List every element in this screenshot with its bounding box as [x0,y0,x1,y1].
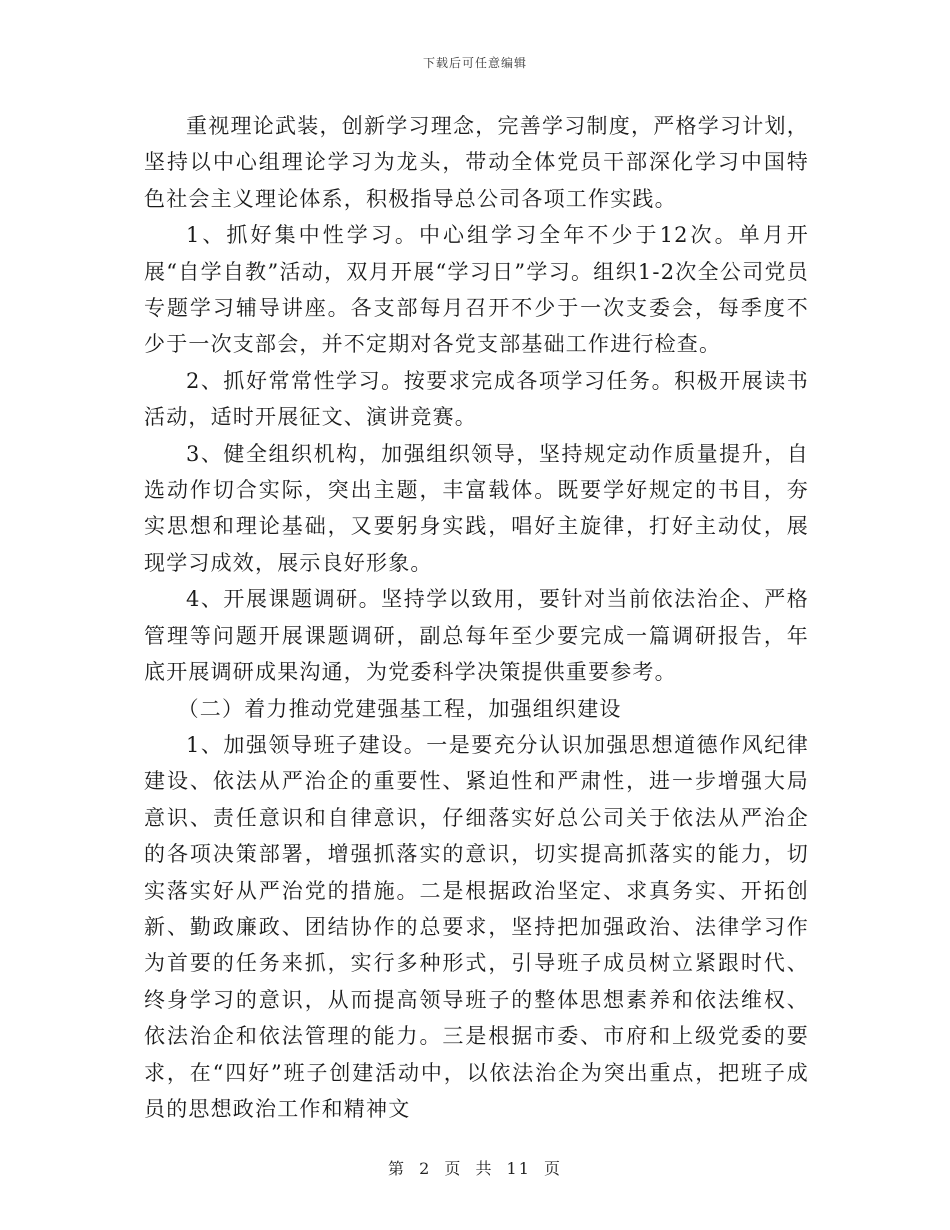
page-number: 第 2 页 共 11 页 [388,1159,562,1178]
paragraph-item-3: 3、健全组织机构，加强组织领导，坚持规定动作质量提升，自选动作切合实际，突出主题，丰富载体。既要学好规定的书目，夯实思想和理论基础，又要躬身实践，唱好主旋律，打好主动仗，展现学习成效，展示良好形象。 [144,441,809,575]
document-body [144,108,809,1127]
paragraph-item-1: 1、抓好集中性学习。中心组学习全年不少于12次。单月开展“自学自教”活动，双月开展“学习日”学习。组织1-2次全公司党员专题学习辅导讲座。各支部每月召开不少于一次支委会，每季度不少于一次支部会，并不定期对各党支部基础工作进行检查。 [144,223,809,357]
section-heading: （二）着力推动党建强基工程，加强组织建设 [177,696,622,721]
paragraph-item-2: 2、抓好常常性学习。按要求完成各项学习任务。积极开展读书活动，适时开展征文、演讲竞赛。 [144,368,809,430]
paragraph-intro: 重视理论武装，创新学习理念，完善学习制度，严格学习计划，坚持以中心组理论学习为龙头，带动全体党员干部深化学习中国特色社会主义理论体系，积极指导总公司各项工作实践。 [144,114,809,211]
paragraph-item-4: 4、开展课题调研。坚持学以致用，要针对当前依法治企、严格管理等问题开展课题调研，副总每年至少要完成一篇调研报告，年底开展调研成果沟通，为党委科学决策提供重要参考。 [144,587,809,685]
page-header: 下载后可任意编辑 [422,56,527,70]
paragraph-leadership: 1、加强领导班子建设。一是要充分认识加强思想道德作风纪律建设、依法从严治企的重要性、紧迫性和严肃性，进一步增强大局意识、责任意识和自律意识，仔细落实好总公司关于依法从严治企的各项决策部署，增强抓落实的意识，切实提高抓落实的能力，切实落实好从严治党的措施。二是根据政治坚定、求真务实、开拓创新、勤政廉政、团结协作的总要求，坚持把加强政治、法律学习作为首要的任务来抓，实行多种形式，引导班子成员树立紧跟时代、终身学习的意识，从而提高领导班子的整体思想素养和依法维权、依法治企和依法管理的能力。三是根据市委、市府和上级党委的要求，在“四好”班子创建活动中，以依法治企为突出重点，把班子成员的思想政治工作和精神文 [144,732,809,1121]
